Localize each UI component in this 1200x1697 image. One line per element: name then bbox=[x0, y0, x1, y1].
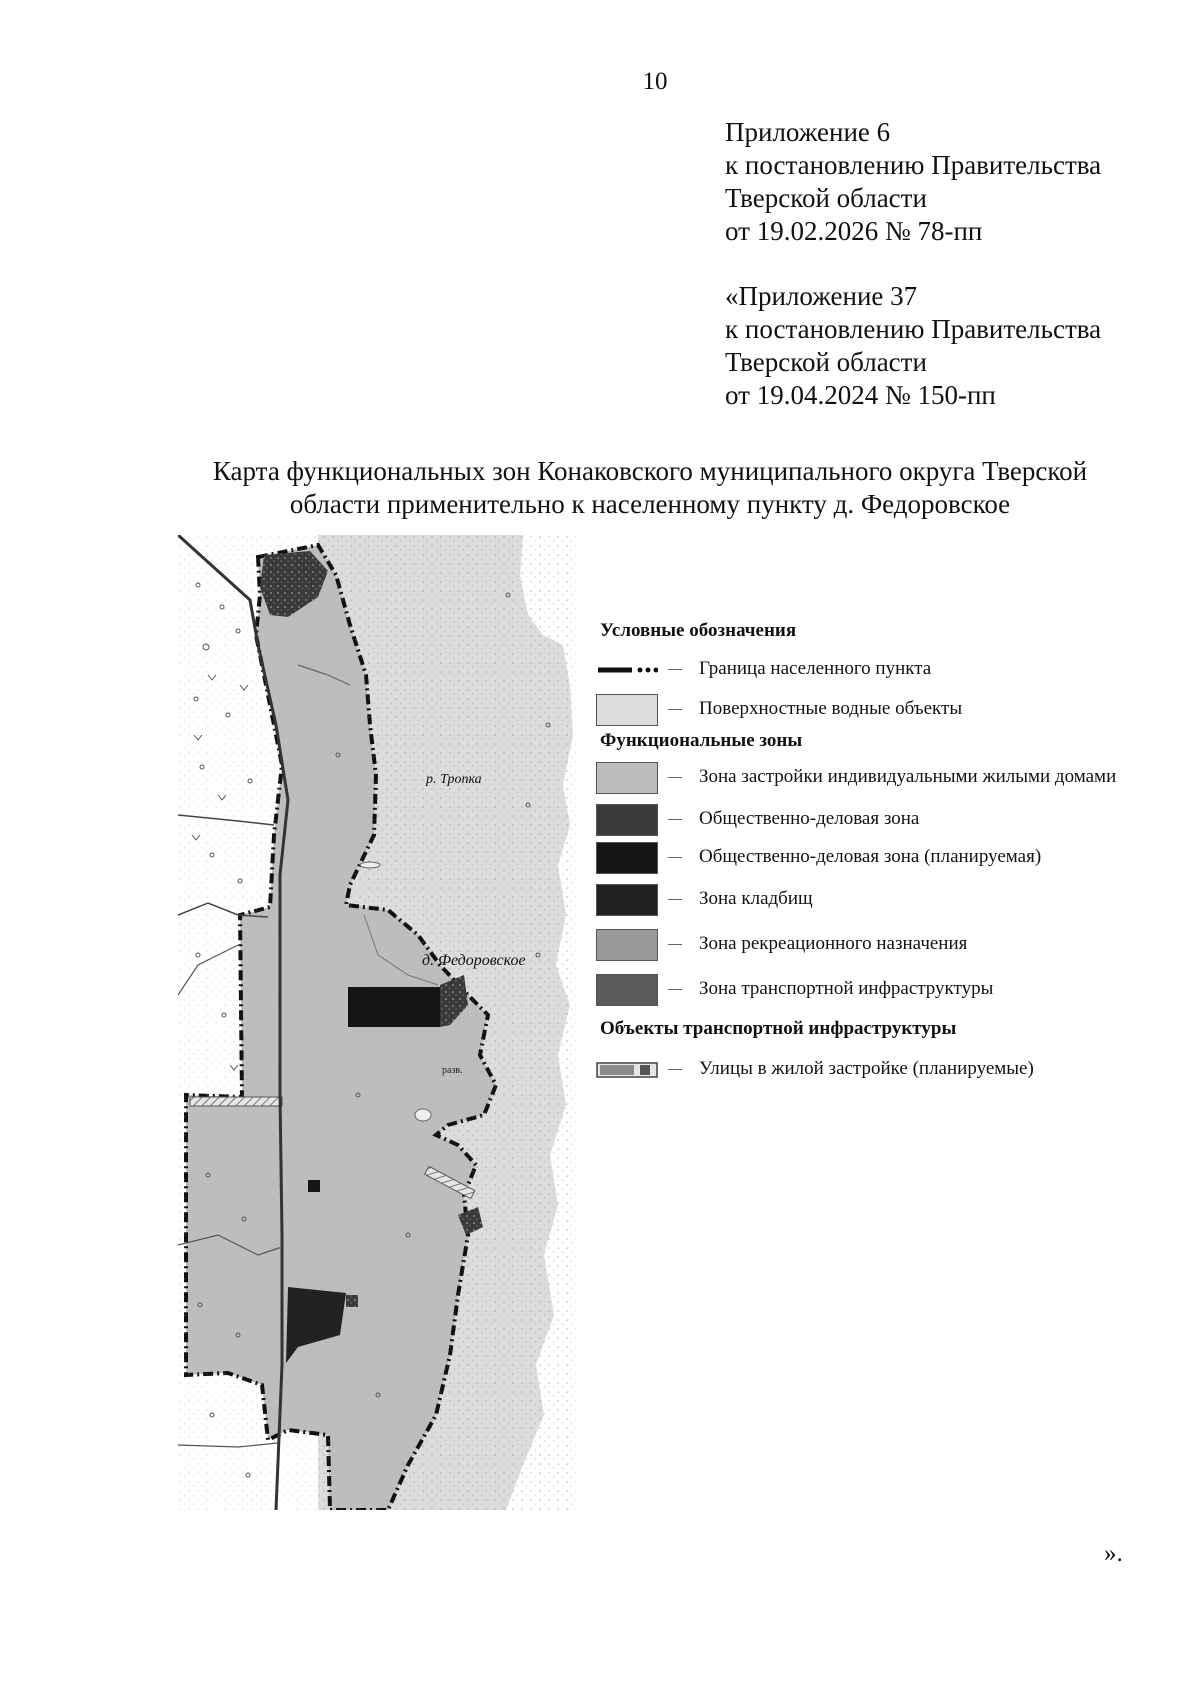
legend-label-residential: Зона застройки индивидуальными жилыми домами bbox=[699, 766, 1117, 787]
functional-zones-map bbox=[178, 535, 578, 1510]
legend-label-streets-planned: Улицы в жилой застройке (планируемые) bbox=[699, 1058, 1034, 1079]
pond bbox=[360, 862, 380, 868]
pond bbox=[415, 1109, 431, 1121]
legend-dash bbox=[668, 1069, 682, 1070]
closing-quote-mark: ». bbox=[1104, 1540, 1123, 1567]
legend-item-residential bbox=[596, 758, 1186, 798]
planned-street-swatch bbox=[596, 1054, 658, 1086]
legend-dash bbox=[668, 669, 682, 670]
legend-item-water bbox=[596, 690, 1186, 730]
legend-label-water: Поверхностные водные объекты bbox=[699, 698, 963, 719]
legend-dash bbox=[668, 989, 682, 990]
transport-swatch bbox=[596, 974, 658, 1006]
appendix-orig-line-4: от 19.04.2024 № 150-пп bbox=[725, 380, 996, 410]
residential-swatch bbox=[596, 762, 658, 794]
public-business-zone-planned-area bbox=[348, 987, 440, 1027]
appendix-reference-original bbox=[725, 280, 1101, 412]
map-title bbox=[150, 455, 1150, 521]
legend-label-cemetery: Зона кладбищ bbox=[699, 888, 813, 909]
legend-dash bbox=[668, 709, 682, 710]
transport-zone-area bbox=[346, 1295, 358, 1307]
legend-item-boundary bbox=[596, 650, 1186, 690]
legend-heading-symbols: Условные обозначения bbox=[600, 620, 797, 641]
legend-label-public-business-planned: Общественно-деловая зона (планируемая) bbox=[699, 846, 1042, 867]
legend-label-boundary: Граница населенного пункта bbox=[699, 658, 932, 679]
legend-label-transport: Зона транспортной инфраструктуры bbox=[699, 978, 994, 999]
appendix-reference-new bbox=[725, 116, 1101, 248]
legend-dash bbox=[668, 944, 682, 945]
appendix-new-line-3: Тверской области bbox=[725, 183, 927, 213]
appendix-orig-line-3: Тверской области bbox=[725, 347, 927, 377]
legend-dash bbox=[668, 819, 682, 820]
boundary-line-swatch bbox=[596, 654, 658, 686]
appendix-new-line-1: Приложение 6 bbox=[725, 117, 891, 147]
cemetery-swatch bbox=[596, 884, 658, 916]
appendix-new-line-4: от 19.02.2026 № 78-пп bbox=[725, 216, 983, 246]
legend-dash bbox=[668, 777, 682, 778]
public-business-planned-swatch bbox=[596, 842, 658, 874]
appendix-orig-line-2: к постановлению Правительства bbox=[725, 314, 1102, 344]
legend-heading-transport: Объекты транспортной инфраструктуры bbox=[600, 1018, 957, 1039]
legend-label-recreation: Зона рекреационного назначения bbox=[699, 933, 968, 954]
legend-item-public-business-planned bbox=[596, 838, 1186, 878]
legend-dash bbox=[668, 857, 682, 858]
water-swatch bbox=[596, 694, 658, 726]
public-business-swatch bbox=[596, 804, 658, 836]
legend-item-recreation bbox=[596, 925, 1186, 965]
legend-label-public-business: Общественно-деловая зона bbox=[699, 808, 920, 829]
appendix-new-line-2: к постановлению Правительства bbox=[725, 150, 1102, 180]
legend-item-public-business bbox=[596, 800, 1186, 840]
legend-dash bbox=[668, 899, 682, 900]
village-label: д. Федоровское bbox=[422, 952, 526, 969]
legend-item-cemetery bbox=[596, 880, 1186, 920]
map-title-line-1: Карта функциональных зон Конаковского муниципального округа Тверской bbox=[212, 456, 1088, 486]
river-label: р. Тропка bbox=[426, 772, 482, 787]
appendix-orig-line-1: «Приложение 37 bbox=[725, 281, 918, 311]
legend-heading-zones: Функциональные зоны bbox=[600, 730, 803, 751]
public-business-zone-small-area bbox=[308, 1180, 320, 1192]
legend-item-streets-planned bbox=[596, 1050, 1186, 1090]
ruins-label: разв. bbox=[442, 1065, 463, 1076]
planned-street bbox=[190, 1097, 282, 1106]
recreation-swatch bbox=[596, 929, 658, 961]
legend-item-transport bbox=[596, 970, 1186, 1010]
page-number: 10 bbox=[642, 68, 668, 95]
map-title-line-2: области применительно к населенному пункту д. Федоровское bbox=[289, 489, 1011, 519]
